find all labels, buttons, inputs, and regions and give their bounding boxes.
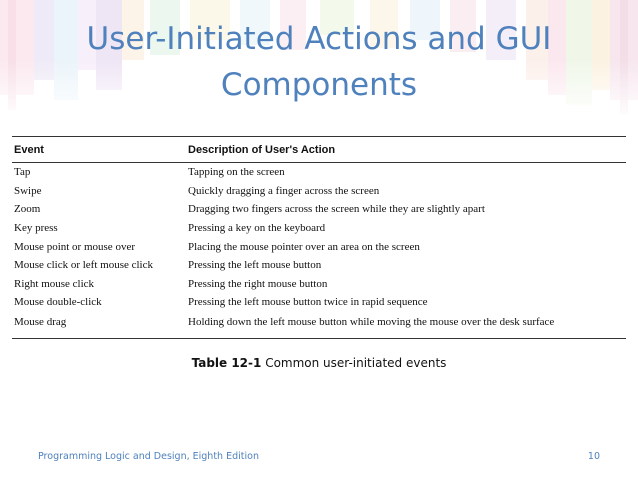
table-row (12, 293, 626, 312)
description-cell: Tapping on the screen (188, 166, 285, 179)
table-row (12, 163, 626, 182)
table-row (12, 256, 626, 275)
event-cell: Mouse drag (12, 312, 186, 339)
table-row (12, 312, 626, 339)
description-cell: Quickly dragging a finger across the screen (188, 184, 380, 197)
table-row (12, 275, 626, 294)
event-cell: Swipe (14, 184, 42, 197)
description-cell: Dragging two fingers across the screen while they are slightly apart (188, 203, 485, 216)
header-event: Event (12, 137, 186, 163)
table-row (12, 182, 626, 201)
table-row (12, 200, 626, 219)
footer-page-number: 10 (587, 451, 600, 462)
event-cell: Right mouse click (14, 277, 95, 290)
caption-label: Table 12-1 (191, 356, 262, 370)
slide-title-line1: User-Initiated Actions and GUI (86, 21, 552, 57)
description-cell: Pressing the right mouse button (188, 277, 328, 290)
event-cell: Zoom (14, 203, 41, 216)
table-caption (0, 356, 638, 370)
header-description: Description of User's Action (186, 137, 626, 163)
slide-title-line2: Components (220, 67, 418, 103)
event-cell: Mouse click or left mouse click (14, 259, 153, 272)
table-header-row (12, 137, 626, 163)
event-cell: Mouse point or mouse over (14, 240, 135, 253)
caption-text: Common user-initiated events (261, 356, 447, 370)
table-row (12, 219, 626, 238)
table-row (12, 237, 626, 256)
description-cell: Pressing the left mouse button (188, 259, 322, 272)
description-cell: Holding down the left mouse button while moving the mouse over the desk surface (186, 312, 626, 339)
events-table (12, 136, 626, 339)
slide-title (0, 16, 638, 108)
event-cell: Mouse double-click (14, 296, 102, 309)
description-cell: Placing the mouse pointer over an area on the screen (188, 240, 420, 253)
event-cell: Tap (14, 166, 31, 179)
events-table-container (12, 136, 626, 339)
description-cell: Pressing a key on the keyboard (188, 222, 326, 235)
description-cell: Pressing the left mouse button twice in rapid sequence (188, 296, 428, 309)
event-cell: Key press (14, 222, 58, 235)
footer-book-title: Programming Logic and Design, Eighth Edition (38, 451, 259, 462)
